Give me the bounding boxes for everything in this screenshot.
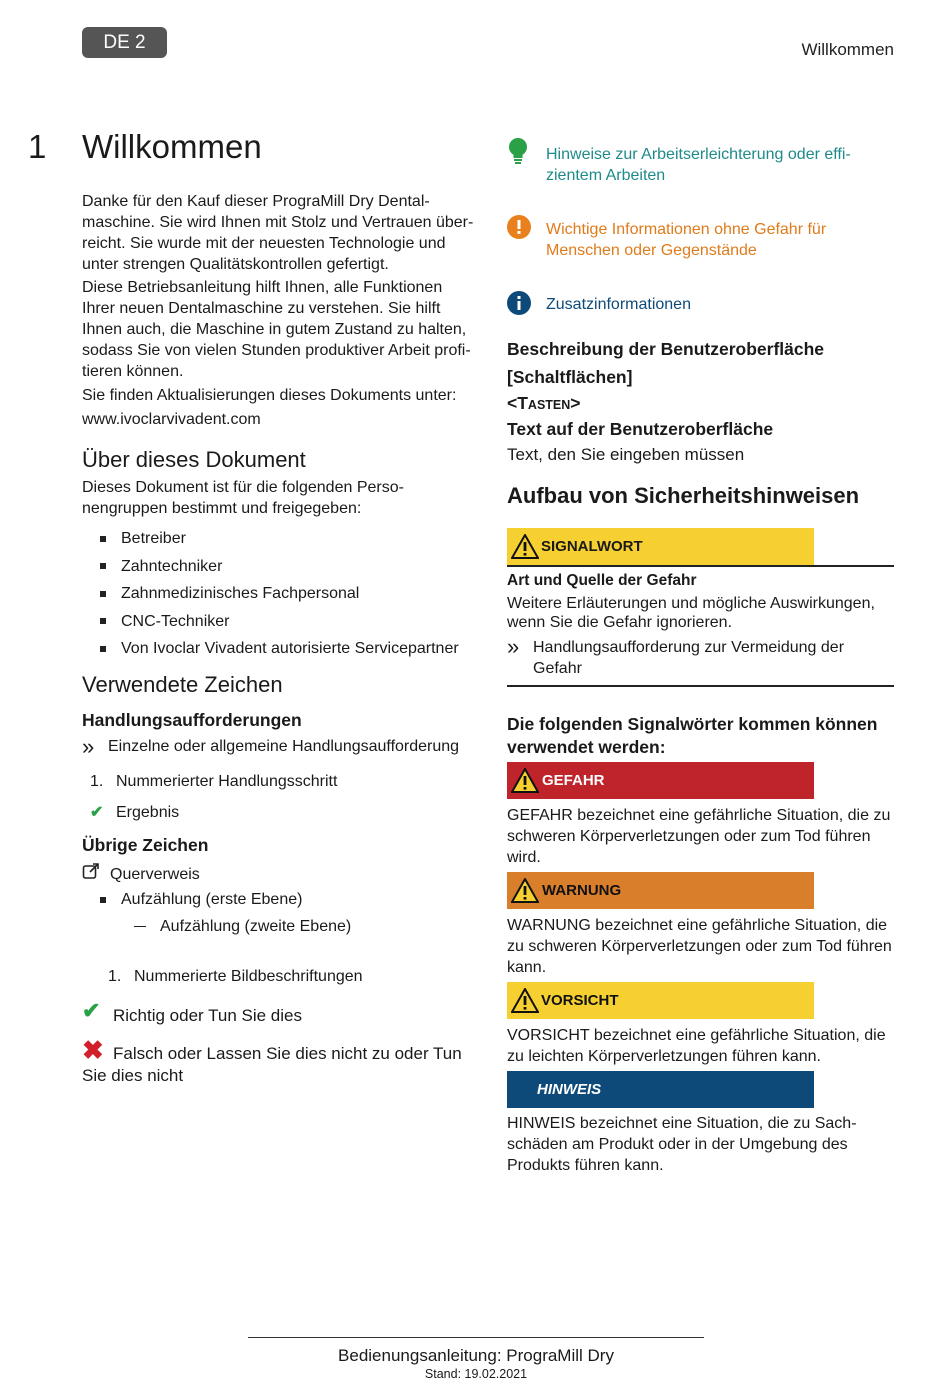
signalword-bar: SIGNALWORT <box>507 528 814 565</box>
correct-row: ✔ Richtig oder Tun Sie dies <box>82 998 302 1025</box>
signalwords-intro: Die folgenden Signalwörter kommen können verwendet werden: <box>507 714 878 757</box>
list-second-level-row: Aufzählung (zweite Ebene) <box>134 916 351 937</box>
chapter-number: 1 <box>28 128 47 165</box>
target-group-list <box>100 525 459 663</box>
divider <box>507 565 894 567</box>
caption-row: 1. Nummerierte Bildbeschriftungen <box>108 968 363 985</box>
info-text: Zusatzinformationen <box>546 296 691 313</box>
footer-divider <box>248 1337 704 1338</box>
list-item: Zahntechniker <box>100 553 459 581</box>
warning-text: WARNUNG bezeichnet eine gefährliche Situation, die zu schweren Körperverletzungen oder zum Tod führen kann. <box>507 917 892 976</box>
warning-triangle-icon <box>511 768 539 793</box>
warning-triangle-icon <box>511 878 539 903</box>
caution-bar: VORSICHT <box>507 982 814 1019</box>
footer-manual-title: Bedienungsanleitung: PrograMill Dry <box>338 1346 614 1365</box>
running-title: Willkommen <box>801 40 894 59</box>
list-item: Zahnmedizinisches Fachpersonal <box>100 580 459 608</box>
crossref-row: Querverweis <box>82 862 200 886</box>
ui-text-convention: Text auf der Benutzeroberfläche <box>507 419 774 439</box>
symbols-heading: Verwendete Zeichen <box>82 672 283 697</box>
tip-text: Hinweise zur Arbeitserleichterung oder effi- zientem Arbeiten <box>546 146 851 184</box>
danger-bar: GEFAHR <box>507 762 814 799</box>
action-single-row: » Einzelne oder allgemeine Handlungsaufforderung <box>82 733 460 759</box>
other-symbols-heading: Übrige Zeichen <box>82 835 209 855</box>
intro-paragraph-3: Sie finden Aktualisierungen dieses Dokuments unter: www.ivoclarvivadent.com <box>82 385 482 430</box>
notice-bar: HINWEIS <box>507 1071 814 1108</box>
ui-buttons-convention: [Schaltflächen] <box>507 367 633 387</box>
danger-text: GEFAHR bezeichnet eine gefährliche Situation, die zu schweren Körperverletzungen oder zum Tod führen wird. <box>507 807 891 866</box>
hazard-text: Weitere Erläuterungen und mögliche Auswirkungen, wenn Sie die Gefahr ignorieren. <box>507 595 875 631</box>
cross-icon: ✖ <box>82 1035 104 1065</box>
double-chevron-icon: » <box>82 733 95 759</box>
input-text-convention: Text, den Sie eingeben müssen <box>507 445 745 464</box>
warning-triangle-icon <box>511 988 539 1013</box>
external-link-icon <box>82 862 110 886</box>
checkmark-icon: ✔ <box>90 804 104 821</box>
ui-keys-convention: <TASTEN> <box>507 393 581 413</box>
footer-date: Stand: 19.02.2021 <box>424 1367 528 1381</box>
warning-triangle-icon <box>511 534 539 559</box>
page-number-badge: DE 2 <box>82 27 167 58</box>
ui-description: Beschreibung der Benutzeroberfläche <box>507 339 825 359</box>
checkmark-icon: ✔ <box>82 998 101 1023</box>
important-text: Wichtige Informationen ohne Gefahr für Menschen oder Gegenstände <box>546 221 827 259</box>
list-item: Betreiber <box>100 525 459 553</box>
caution-text: VORSICHT bezeichnet eine gefährliche Situation, die zu leichten Körperverletzungen führen kann. <box>507 1027 886 1065</box>
list-first-level-row: Aufzählung (erste Ebene) <box>100 889 302 910</box>
intro-paragraph-2: Diese Betriebsanleitung hilft Ihnen, alle Funktionen Ihrer neuen Dentalmaschine zu verstehen. Sie hilft Ihnen auch, die Maschine in gutem Zustand zu halten, sodass Sie von vielen Stunden produktiver Arbeit profi- tieren können. <box>82 279 471 380</box>
actions-heading: Handlungsaufforderungen <box>82 710 302 730</box>
notice-text: HINWEIS bezeichnet eine Situation, die zu Sach- schäden am Produkt oder in der Umgebung des Produkts führen kann. <box>507 1115 857 1174</box>
warning-bar: WARNUNG <box>507 872 814 909</box>
exclamation-icon <box>507 215 531 244</box>
divider <box>507 685 894 687</box>
website-link[interactable]: www.ivoclarvivadent.com <box>82 411 261 428</box>
list-item: Von Ivoclar Vivadent autorisierte Servicepartner <box>100 635 459 663</box>
hazard-action-row: » Handlungsaufforderung zur Vermeidung der Gefahr <box>507 634 845 677</box>
lightbulb-icon <box>507 137 529 170</box>
info-icon <box>507 291 531 320</box>
safety-heading: Aufbau von Sicherheitshinweisen <box>507 483 860 508</box>
wrong-row: ✖ Falsch oder Lassen Sie dies nicht zu oder Tun Sie dies nicht <box>82 1035 462 1085</box>
list-item: CNC-Techniker <box>100 608 459 636</box>
double-chevron-icon: » <box>507 634 520 659</box>
hazard-title: Art und Quelle der Gefahr <box>507 572 697 589</box>
result-row: ✔ Ergebnis <box>90 804 180 821</box>
about-text: Dieses Dokument ist für die folgenden Perso- nengruppen bestimmt und freigegeben: <box>82 479 404 517</box>
about-heading: Über dieses Dokument <box>82 447 306 472</box>
intro-paragraph-1: Danke für den Kauf dieser PrograMill Dry Dental- maschine. Sie wird Ihnen mit Stolz und Vertrauen über- reicht. Sie wurde mit der neuesten Technologie und unter strengen Qualitätskontrollen gefertigt. <box>82 193 474 273</box>
chapter-title: Willkommen <box>82 128 262 165</box>
action-numbered-row: 1. Nummerierter Handlungsschritt <box>90 773 338 790</box>
